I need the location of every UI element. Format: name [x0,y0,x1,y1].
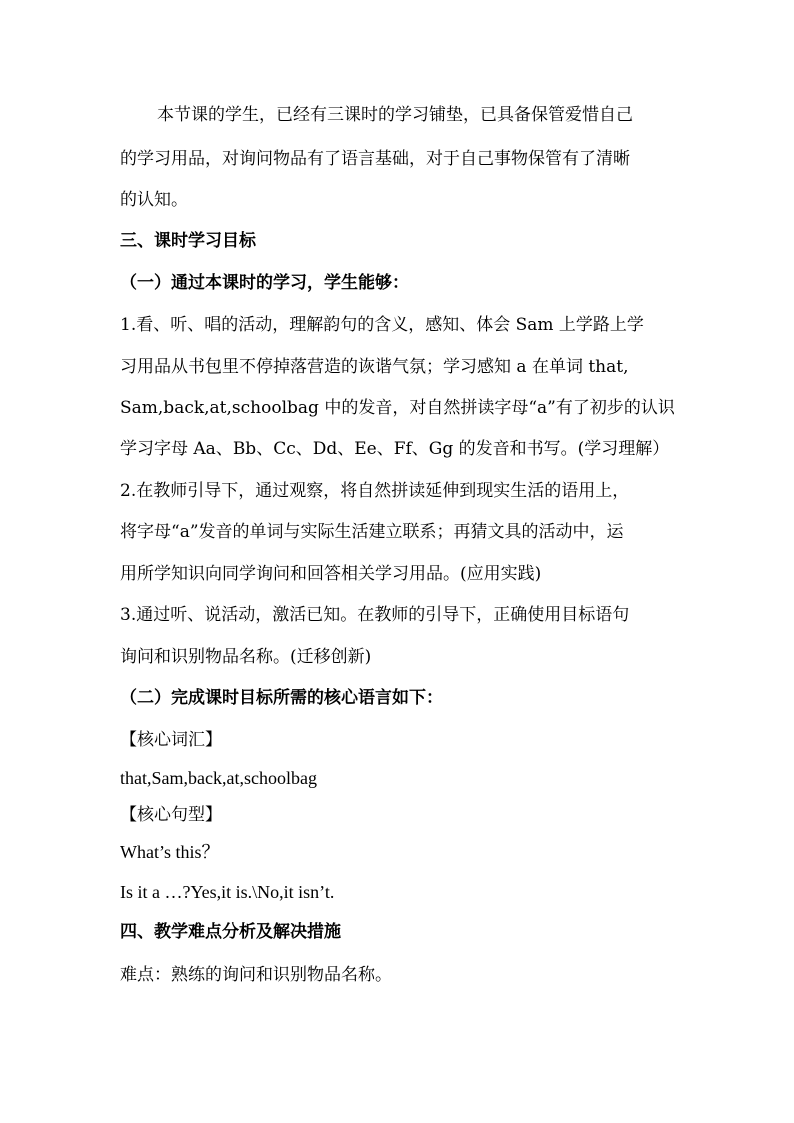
goal-3-line-2: 询问和识别物品名称。(迁移创新) [120,647,372,667]
subsection-1-heading: （一）通过本课时的学习，学生能够： [120,273,409,293]
goal-2-line-3: 用所学知识向同学询问和回答相关学习用品。(应用实践) [120,564,542,584]
core-patterns-label: 【核心句型】 [120,805,222,825]
intro-line-1: 本节课的学生，已经有三课时的学习铺垫，已具备保管爱惜自己 [157,105,633,125]
core-pattern-1: What’s this？ [120,842,220,862]
section-3-heading: 三、课时学习目标 [120,231,256,251]
goal-2-line-2: 将字母“a”发音的单词与实际生活建立联系；再猜文具的活动中，运 [120,522,624,542]
goal-1-line-2: 习用品从书包里不停掉落营造的诙谐气氛；学习感知 a 在单词 that, [120,357,629,377]
goal-3-line-1: 3.通过听、说活动，激活已知。在教师的引导下，正确使用目标语句 [120,605,630,625]
core-vocabulary-label: 【核心词汇】 [120,730,222,750]
goal-1-line-1: 1.看、听、唱的活动，理解韵句的含义，感知、体会 Sam 上学路上学 [120,315,644,335]
intro-line-3: 的认知。 [120,190,188,210]
difficulty-text: 难点：熟练的询问和识别物品名称。 [120,965,392,985]
section-4-heading: 四、教学难点分析及解决措施 [120,922,341,942]
goal-1-line-3: Sam,back,at,schoolbag 中的发音，对自然拼读字母“a”有了初步的认识 [120,398,675,418]
subsection-2-heading: （二）完成课时目标所需的核心语言如下： [120,688,443,708]
core-pattern-2: Is it a …?Yes,it is.\No,it isn’t. [120,882,335,902]
goal-1-line-4: 学习字母 Aa、Bb、Cc、Dd、Ee、Ff、Gg 的发音和书写。(学习理解） [120,439,670,459]
core-vocabulary-words: that,Sam,back,at,schoolbag [120,768,317,788]
goal-2-line-1: 2.在教师引导下，通过观察，将自然拼读延伸到现实生活的语用上， [120,481,630,501]
intro-line-2: 的学习用品，对询问物品有了语言基础，对于自己事物保管有了清晰 [120,149,630,169]
